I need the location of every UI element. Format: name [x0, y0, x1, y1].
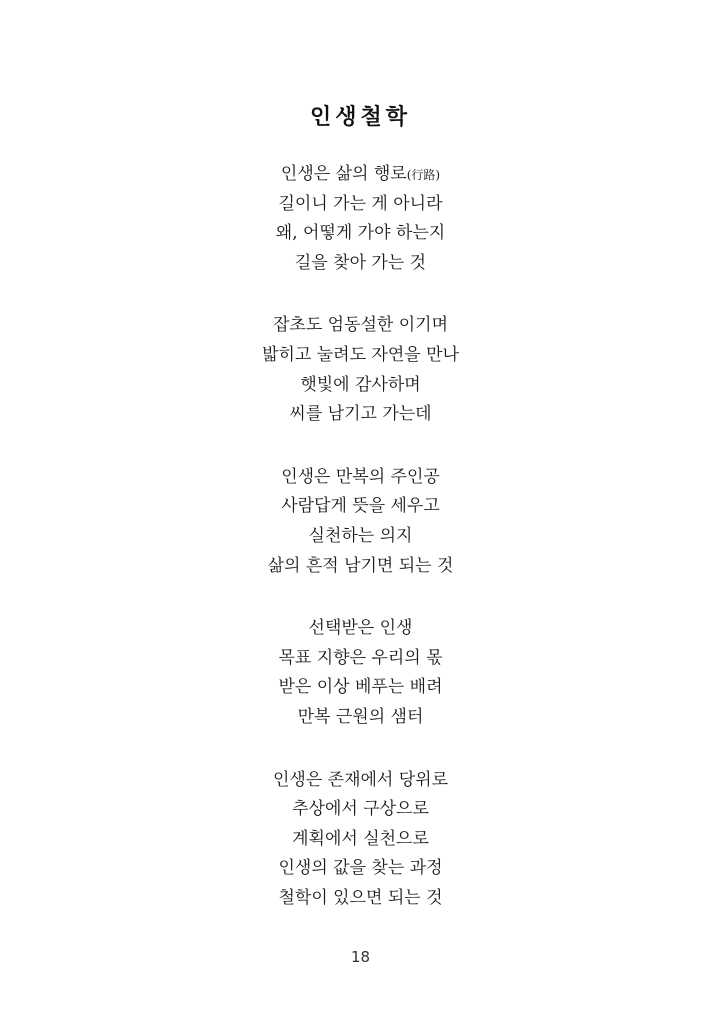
page-number: 18 — [350, 948, 371, 966]
poem-line: 목표 지향은 우리의 몫 — [278, 647, 443, 668]
hanja-annotation: (行路) — [406, 168, 441, 182]
poem-line: 인생의 값을 찾는 과정 — [278, 858, 443, 879]
poem-line: 씨를 남기고 가는데 — [289, 404, 432, 425]
stanza-2 — [0, 311, 721, 429]
poem-line: 밟히고 눌려도 자연을 만나 — [262, 344, 459, 365]
poem-line: 인생은 만복의 주인공 — [281, 466, 440, 487]
stanza-4 — [0, 614, 721, 732]
poem-line: 인생은 존재에서 당위로 — [272, 769, 449, 790]
poem-title: 인생철학 — [309, 105, 411, 130]
poem-line: 왜, 어떻게 가야 하는지 — [275, 223, 446, 244]
poem-line: 잡초도 엄동설한 이기며 — [272, 315, 449, 336]
poem-line: 햇빛에 감사하며 — [300, 374, 421, 395]
poem-line: 계획에서 실천으로 — [292, 828, 429, 849]
poem-line: 추상에서 구상으로 — [292, 799, 429, 820]
poem-line: 만복 근원의 샘터 — [297, 706, 424, 727]
stanza-3 — [0, 463, 721, 581]
poem-line: 인생은 삶의 행로(行路) — [280, 164, 441, 184]
poem-line: 길이니 가는 게 아니라 — [278, 193, 443, 214]
poem-line: 삶의 흔적 남기면 되는 것 — [267, 555, 454, 576]
poem-line: 사람답게 뜻을 세우고 — [281, 496, 440, 517]
poem-line: 실천하는 의지 — [308, 525, 413, 546]
stanza-1 — [0, 160, 721, 278]
poem-line: 선택받은 인생 — [308, 618, 413, 639]
poem-line: 길을 찾아 가는 것 — [294, 252, 427, 273]
stanza-5 — [0, 766, 721, 914]
poem-line: 받은 이상 베푸는 배려 — [278, 677, 443, 698]
poem-body — [0, 160, 721, 946]
poem-line: 철학이 있으면 되는 것 — [278, 887, 443, 908]
